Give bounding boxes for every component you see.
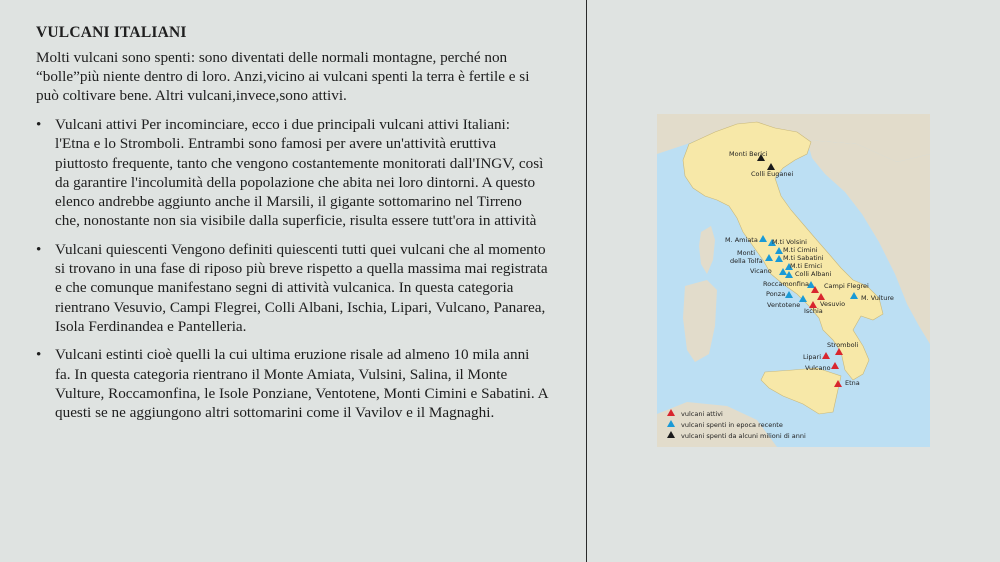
bullet-item-dormant (36, 240, 548, 336)
bullet-item-extinct (36, 345, 548, 422)
label-stromboli: Stromboli (827, 341, 859, 349)
label-vicano: Vicano (750, 267, 772, 275)
label-colli-euganei: Colli Euganei (751, 170, 794, 178)
label-mti-sabatini: M.ti Sabatini (783, 254, 824, 262)
legend-label-ancient: vulcani spenti da alcuni milioni di anni (681, 432, 806, 440)
label-roccamonfina: Roccamonfina (763, 280, 809, 288)
label-monti-berici: Monti Berici (729, 150, 768, 158)
bullet-marker: • (36, 240, 42, 258)
label-mti-ernici: M.ti Ernici (790, 262, 823, 270)
bullet-item-active (36, 115, 548, 231)
label-campi-flegrei: Campi Flegrei (824, 282, 869, 290)
label-monti-della-tolfa-1: Monti (737, 249, 756, 257)
italy-volcano-map (657, 114, 930, 447)
label-mti-cimini: M.ti Cimini (783, 246, 818, 254)
label-colli-albani: Colli Albani (795, 270, 832, 278)
bullet-marker: • (36, 346, 42, 364)
label-monti-della-tolfa-2: della Tolfa (730, 257, 763, 265)
label-lipari: Lipari (803, 353, 822, 361)
intro-paragraph: Molti vulcani sono spenti: sono diventati delle normali montagne, perché non “bolle”più niente dentro di loro. Anzi,vicino ai vulcani spenti la terra è fertile e si può coltivare bene. Altri vulcani,invece,sono attivi. (36, 49, 530, 104)
bullet-text: Vulcani attivi Per incominciare, ecco i due principali vulcani attivi Italiani: l'Etna e lo Stromboli. Entrambi sono famosi per avere un'attività eruttiva piuttosto frequente, tanto che vengono costantemente monitorati dall'INGV, così da garantire l'incolumità della popolazione che abita nei loro dintorni. A questo elenco andrebbe aggiunto anche il Marsili, il gigante sottomarino nel Tirreno che, nonostante non sia visibile dalla superficie, risulta essere tutt'ora in attività (55, 116, 544, 230)
label-vesuvio: Vesuvio (820, 300, 846, 308)
label-ponza: Ponza (766, 290, 786, 298)
bullet-text: Vulcani estinti cioè quelli la cui ultima eruzione risale ad almeno 10 mila anni fa. In questa categoria rientrano il Monte Amiata, Vulsini, Salina, il Monte Vulture, Roccamonfina, le Isole Ponziane, Ventotene, Monti Cimini e Sabatini. A questi se ne aggiungono altri sottomarini come il Vavilov e il Magnaghi. (55, 346, 548, 422)
label-m-vulture: M. Vulture (861, 294, 894, 302)
label-mti-volsini: M.ti Volsini (772, 238, 807, 246)
bullet-marker: • (36, 116, 42, 133)
bullet-text: Vulcani quiescenti Vengono definiti quiescenti tutti quei vulcani che al momento si trovano in una fase di riposo più breve rispetto a quella massima mai registrata e che comunque manifestano segni di attività vulcanica. In questa categoria rientrano Vesuvio, Campi Flegrei, Colli Albani, Ischia, Lipari, Vulcano, Panarea, Isola Ferdinandea e Pantelleria. (55, 240, 548, 335)
label-m-amiata: M. Amiata (725, 236, 758, 244)
legend-label-active: vulcani attivi (681, 410, 723, 418)
label-vulcano: Vulcano (805, 364, 831, 372)
legend-label-recent: vulcani spenti in epoca recente (681, 421, 783, 429)
label-ventotene: Ventotene (767, 301, 801, 309)
slide-title: VULCANI ITALIANI (36, 24, 187, 41)
label-etna: Etna (845, 379, 860, 387)
column-divider (586, 0, 587, 562)
text-column (36, 24, 548, 431)
bullet-list (36, 115, 548, 422)
label-ischia: Ischia (804, 307, 823, 315)
